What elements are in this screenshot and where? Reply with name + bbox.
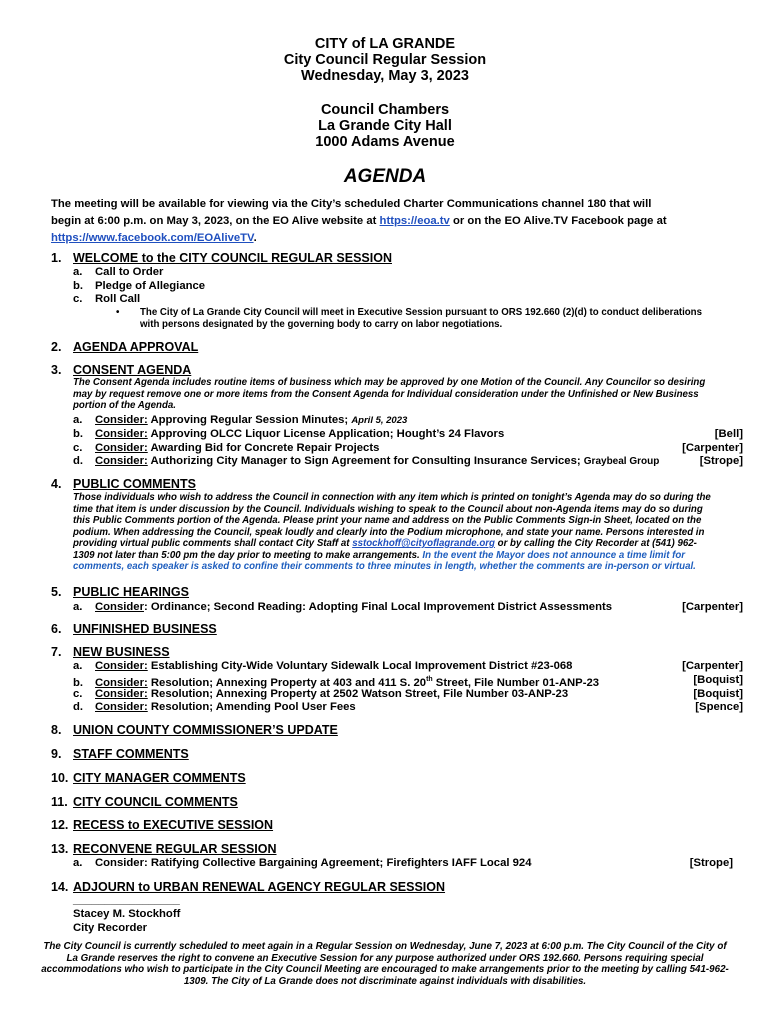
item-text: Authorizing City Manager to Sign Agreement for Consulting Insurance Services; <box>147 455 584 467</box>
item-presenter: [Strope] <box>699 455 743 467</box>
location-address: 1000 Adams Avenue <box>315 134 455 150</box>
header-session: City Council Regular Session <box>283 52 487 68</box>
section-title: STAFF COMMENTS <box>73 747 189 761</box>
intro-line <box>51 230 731 247</box>
section-7-heading <box>51 645 170 659</box>
section-9-heading <box>51 747 189 761</box>
new-business-item <box>73 673 743 687</box>
section-4-heading <box>51 477 196 491</box>
consent-item <box>73 413 743 427</box>
location-room: Council Chambers <box>320 102 450 118</box>
item-presenter: [Carpenter] <box>682 442 743 454</box>
item-presenter: [Boquist] <box>693 674 743 686</box>
footer-line: La Grande reserves the right to convene an Executive Session for any purpose authorized under ORS 192.660. Persons requiring special <box>66 952 704 964</box>
footer-notice <box>20 941 750 987</box>
item-letter: a. <box>73 601 83 613</box>
description-line: time that item is under discussion by the Council. Individuals wishing to speak to the Council about non-Agenda items may do so during <box>73 503 703 515</box>
item-text: Resolution; Annexing Property at 2502 Watson Street, File Number 03-ANP-23 <box>147 688 569 700</box>
section-number: 3. <box>51 363 62 377</box>
item-presenter: [Bell] <box>714 428 743 440</box>
signer-role: City Recorder <box>73 922 148 934</box>
section-14-heading <box>51 880 445 894</box>
new-business-item <box>73 659 743 673</box>
section-number: 1. <box>51 251 62 265</box>
note-line: with persons designated by the governing body to carry on labor negotiations. <box>140 319 503 330</box>
footer-line: The City Council is currently scheduled to meet again in a Regular Session on Wednesday, June 7, 2023 at 6:00 p.m. The City Council of the City of <box>43 941 727 952</box>
consider-label: Consider: <box>95 442 148 454</box>
section-title: AGENDA APPROVAL <box>73 340 199 354</box>
signature-line: _________________ <box>73 894 180 906</box>
meeting-location <box>0 102 770 150</box>
time-limit-note: In the event the Mayor does not announce a time limit for <box>422 549 686 561</box>
section-title: CONSENT AGENDA <box>73 363 192 377</box>
executive-session-note <box>118 307 748 331</box>
item-letter: c. <box>73 293 83 305</box>
intro-line: The meeting will be available for viewing via the City’s scheduled Charter Communications channel 180 that will <box>51 198 652 210</box>
description-line: The Consent Agenda includes routine items of business which may be approved by one Motion of the Council. Any Councilor so desiring <box>73 377 706 388</box>
item-letter: d. <box>73 455 84 467</box>
item-text: Establishing City-Wide Voluntary Sidewalk Local Improvement District #23-068 <box>147 660 573 672</box>
intro-paragraph <box>51 196 731 247</box>
description-line <box>73 550 745 562</box>
intro-line <box>51 213 731 230</box>
section-11-heading <box>51 795 238 809</box>
header-date: Wednesday, May 3, 2023 <box>301 68 469 84</box>
section-number: 8. <box>51 723 62 737</box>
section-title: RECONVENE REGULAR SESSION <box>73 842 277 856</box>
reconvene-item <box>73 856 733 870</box>
consider-label: Consider: <box>95 455 148 467</box>
consider-label: Consider: <box>95 688 148 700</box>
item-letter: d. <box>73 701 84 713</box>
item-text: Awarding Bid for Concrete Repair Projects <box>147 442 380 454</box>
intro-text: . <box>253 232 257 244</box>
description-line: Those individuals who wish to address the Council in connection with any item which is printed on tonight’s Agenda may do so during the <box>73 492 711 503</box>
consent-item <box>73 454 743 468</box>
item-letter: a. <box>73 266 83 278</box>
section-title: PUBLIC COMMENTS <box>73 477 196 491</box>
item-text: Approving Regular Session Minutes; <box>147 414 352 426</box>
section-number: 9. <box>51 747 62 761</box>
item-presenter: [Carpenter] <box>682 660 743 672</box>
item-note: Graybeal Group <box>583 456 660 467</box>
description-line <box>73 538 745 550</box>
section-title: RECESS to EXECUTIVE SESSION <box>73 818 274 832</box>
agenda-item <box>73 292 743 306</box>
item-letter: a. <box>73 414 83 426</box>
agenda-item <box>73 265 743 279</box>
eoa-website-link[interactable]: https://eoa.tv <box>379 215 450 227</box>
item-letter: b. <box>73 280 84 292</box>
description-line: portion of the Agenda. <box>73 400 176 411</box>
footer-line: 1309. The City of La Grande does not discriminate against individuals with disabilities. <box>183 975 587 987</box>
item-text: Pledge of Allegiance <box>95 280 206 292</box>
item-presenter: [Boquist] <box>693 688 743 700</box>
consider-label: Consider <box>95 601 144 613</box>
section-number: 6. <box>51 622 62 636</box>
section-2-heading <box>51 340 198 354</box>
section-number: 10. <box>51 771 69 785</box>
section-13-heading <box>51 842 277 856</box>
section-title: PUBLIC HEARINGS <box>73 585 189 599</box>
new-business-item <box>73 687 743 701</box>
item-presenter: [Strope] <box>689 857 733 869</box>
item-text: Roll Call <box>95 293 141 305</box>
section-5-heading <box>51 585 189 599</box>
item-text: : Ordinance; Second Reading: Adopting Final Local Improvement District Assessments <box>143 601 613 613</box>
item-text: Call to Order <box>95 266 164 278</box>
hearing-item <box>73 600 743 614</box>
item-letter: a. <box>73 660 83 672</box>
section-number: 12. <box>51 818 69 832</box>
item-text: Consider: Ratifying Collective Bargaining Agreement; Firefighters IAFF Local 924 <box>95 857 532 869</box>
section-6-heading <box>51 622 217 636</box>
signature-block <box>73 893 180 935</box>
description-line: this Public Comments portion of the Agenda. Please print your name and address on the Public Comments Sign-in Sheet, located on the <box>73 515 702 526</box>
consider-label: Consider: <box>95 660 148 672</box>
document-header <box>0 36 770 84</box>
item-letter: a. <box>73 857 83 869</box>
section-title: ADJOURN to URBAN RENEWAL AGENCY REGULAR SESSION <box>73 880 446 894</box>
consider-label: Consider: <box>95 414 148 426</box>
footer-line: accommodations who wish to participate in the City Council Meeting are encouraged to make arrangements prior to the meeting by calling 541-962- <box>41 964 729 975</box>
bullet-mark: • <box>116 307 120 318</box>
section-1-heading <box>51 251 392 265</box>
item-text: Approving OLCC Liquor License Application; Hought’s 24 Flavors <box>147 428 505 440</box>
section-8-heading <box>51 723 338 737</box>
city-recorder-email-link[interactable]: sstockhoff@cityoflagrande.org <box>352 538 495 549</box>
facebook-page-link[interactable]: https://www.facebook.com/EOAliveTV <box>51 232 254 244</box>
description-text: or by calling the City Recorder at (541) 962- <box>494 538 697 549</box>
intro-text: begin at 6:00 p.m. on May 3, 2023, on the EO Alive website at <box>51 215 380 227</box>
consent-item <box>73 441 743 455</box>
item-presenter: [Spence] <box>695 701 743 713</box>
description-line: may by request remove one or more items from the Consent Agenda for Individual consideration under the Unfinished or New Business <box>73 388 699 400</box>
description-line: podium. When addressing the Council, speak loudly and clearly into the Podium microphone, and state your name. Persons interested in <box>73 526 705 538</box>
item-letter: b. <box>73 676 84 689</box>
item-text: Street, File Number 01-ANP-23 <box>432 676 600 689</box>
item-text: Resolution; Amending Pool User Fees <box>147 701 356 713</box>
consent-agenda-description <box>73 377 745 412</box>
section-number: 11. <box>51 795 68 809</box>
ordinal-suffix: th <box>426 676 433 683</box>
agenda-item <box>73 279 743 293</box>
section-number: 14. <box>51 880 69 894</box>
item-text: Resolution; Annexing Property at 403 and 411 S. 20 <box>147 676 427 689</box>
item-presenter: [Carpenter] <box>682 601 743 613</box>
section-number: 4. <box>51 477 62 491</box>
header-city: CITY of LA GRANDE <box>314 36 456 52</box>
section-number: 7. <box>51 645 62 659</box>
consent-item <box>73 427 743 441</box>
section-title: CITY MANAGER COMMENTS <box>73 771 246 785</box>
section-3-heading <box>51 363 191 377</box>
location-building: La Grande City Hall <box>318 118 452 134</box>
new-business-item <box>73 700 743 714</box>
consider-label: Consider: <box>95 676 148 689</box>
agenda-title: AGENDA <box>343 166 427 187</box>
section-title: UNION COUNTY COMMISSIONER’S UPDATE <box>73 723 338 737</box>
section-number: 5. <box>51 585 62 599</box>
signer-name: Stacey M. Stockhoff <box>73 908 181 920</box>
section-title: CITY COUNCIL COMMENTS <box>73 795 238 809</box>
intro-text: or on the EO Alive.TV Facebook page at <box>449 215 667 227</box>
consider-label: Consider: <box>95 428 148 440</box>
item-letter: c. <box>73 688 83 700</box>
description-text: providing virtual public comments shall contact City Staff at <box>73 538 353 549</box>
time-limit-note: comments, each speaker is asked to confine their comments to three minutes in length, whether the comments are in-person or virtual. <box>73 561 696 572</box>
consider-label: Consider: <box>95 701 148 713</box>
item-note: April 5, 2023 <box>351 415 408 426</box>
section-number: 2. <box>51 340 62 354</box>
item-letter: b. <box>73 428 84 440</box>
section-title: WELCOME to the CITY COUNCIL REGULAR SESSION <box>73 251 392 265</box>
section-title: UNFINISHED BUSINESS <box>73 622 217 636</box>
section-10-heading <box>51 771 246 785</box>
item-letter: c. <box>73 442 83 454</box>
section-title: NEW BUSINESS <box>73 645 170 659</box>
description-text: 1309 not later than 5:00 pm the day prior to meeting to make arrangements. <box>73 549 423 561</box>
section-12-heading <box>51 818 273 832</box>
public-comments-description <box>73 492 745 573</box>
note-line: The City of La Grande City Council will meet in Executive Session pursuant to ORS 192.660 (2)(d) to conduct deliberations <box>140 307 702 318</box>
section-number: 13. <box>51 842 69 856</box>
